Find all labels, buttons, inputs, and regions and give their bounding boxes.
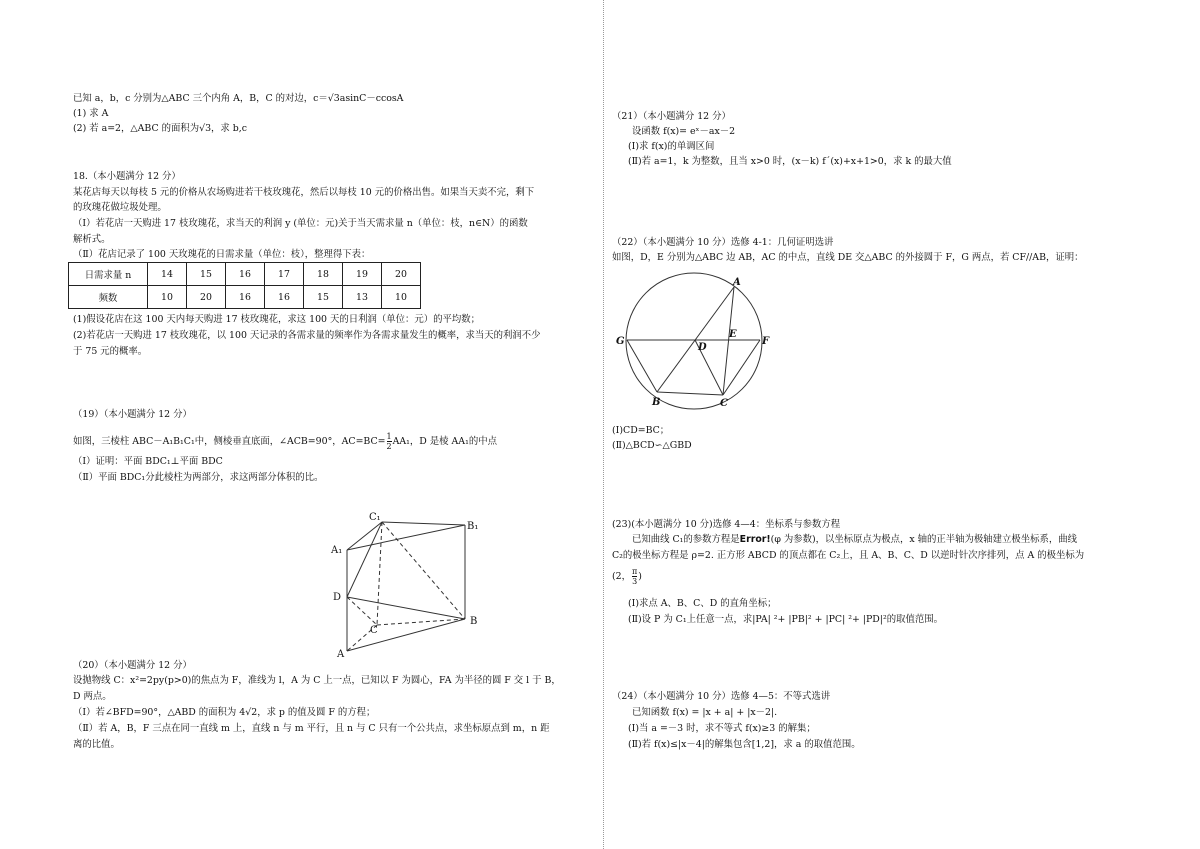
table-cell: 20 <box>187 286 226 309</box>
q18-part2: （Ⅱ）花店记录了 100 天玫瑰花的日需求量（单位：枝），整理得下表： <box>73 249 371 260</box>
fraction <box>387 432 392 451</box>
edge-dc1 <box>347 522 382 597</box>
q22-title: （22）（本小题满分 10 分）选修 4-1：几何证明选讲 <box>612 237 834 248</box>
q21-title: （21）（本小题满分 12 分） <box>612 111 731 122</box>
q18-sub2: (2)若花店一天购进 17 枝玫瑰花，以 100 天记录的各需求量的频率作为各需求量发生的概率，求当天的利润不少 <box>73 330 541 341</box>
q23-line2: C₂的极坐标方程是 ρ=2. 正方形 ABCD 的顶点都在 C₂上，且 A、B、C、D 以逆时针次序排列，点 A 的极坐标为 <box>612 550 1085 561</box>
label-f: F <box>762 336 770 347</box>
table-cell: 13 <box>343 286 382 309</box>
q18-sub1: (1)假设花店在这 100 天内每天购进 17 枝玫瑰花，求这 100 天的日利润（单位：元）的平均数； <box>73 314 481 325</box>
q20-title: （20）（本小题满分 12 分） <box>73 660 192 671</box>
label-d: D <box>333 592 342 603</box>
table-cell: 16 <box>226 263 265 286</box>
error-marker: Error! <box>739 534 771 545</box>
q21-statement: 设函数 f(x)= eˣ－ax－2 <box>632 126 736 137</box>
q23-polar-point <box>612 567 642 586</box>
q22-part2: (Ⅱ)△BCD∽△GBD <box>612 440 692 451</box>
label-a1: A₁ <box>331 545 343 556</box>
table-cell: 16 <box>265 286 304 309</box>
table-row <box>69 263 421 286</box>
label-c: C <box>720 398 728 409</box>
q18-title: 18.（本小题满分 12 分） <box>73 171 181 182</box>
table-header-frequency: 频数 <box>69 286 148 309</box>
q21-part1: (Ⅰ)求 f(x)的单调区间 <box>628 141 715 152</box>
q23-part1: (Ⅰ)求点 A、B、C、D 的直角坐标； <box>628 598 777 609</box>
edge-a1b1 <box>347 525 465 550</box>
q24-part1: (Ⅰ)当 a =－3 时，求不等式 f(x)≥3 的解集； <box>628 723 816 734</box>
q24-title: （24）（本小题满分 10 分）选修 4—5：不等式选讲 <box>612 691 831 702</box>
q23-line1-b: (φ 为参数)，以坐标原点为极点，x 轴的正半轴为极轴建立极坐标系，曲线 <box>770 534 1078 545</box>
q19-part2: （Ⅱ）平面 BDC₁分此棱柱为两部分，求这两部分体积的比。 <box>73 472 324 483</box>
q23-line1 <box>632 533 1077 546</box>
q20-part2-cont: 离的比值。 <box>73 739 120 750</box>
table-cell: 10 <box>382 286 421 309</box>
q19-title: （19）（本小题满分 12 分） <box>73 409 192 420</box>
q19-part1: （Ⅰ）证明：平面 BDC₁⊥平面 BDC <box>73 456 223 467</box>
q20-part2: （Ⅱ）若 A，B，F 三点在同一直线 m 上，直线 n 与 m 平行，且 n 与 C 只有一个公共点，求坐标原点到 m，n 距 <box>73 723 550 734</box>
segment-bc <box>657 392 723 395</box>
q24-part2: (Ⅱ)若 f(x)≤|x－4|的解集包含[1,2]，求 a 的取值范围。 <box>628 739 861 750</box>
table-cell: 20 <box>382 263 421 286</box>
point-suffix: ) <box>638 571 642 582</box>
label-c1: C₁ <box>369 512 381 523</box>
q19-statement-b: AA₁，D 是棱 AA₁的中点 <box>392 436 497 447</box>
q17-part1: (1) 求 A <box>73 108 109 119</box>
demand-frequency-table <box>68 262 421 309</box>
table-cell: 17 <box>265 263 304 286</box>
q21-part2: (Ⅱ)若 a=1，k 为整数，且当 x>0 时，(x－k) f´(x)+x+1>0，求 k 的最大值 <box>628 156 952 167</box>
q23-line1-a: 已知曲线 C₁的参数方程是 <box>632 534 740 545</box>
q18-part1: （Ⅰ）若花店一天购进 17 枝玫瑰花，求当天的利润 y (单位：元)关于当天需求量 n（单位：枝，n∈N）的函数 <box>73 218 528 229</box>
table-cell: 18 <box>304 263 343 286</box>
label-b: B <box>652 397 661 408</box>
table-cell: 19 <box>343 263 382 286</box>
q24-statement: 已知函数 f(x) = |x + a| + |x－2|. <box>632 707 778 718</box>
edge-c1c-hidden <box>377 522 382 625</box>
label-b1: B₁ <box>467 521 479 532</box>
label-a: A <box>337 649 345 660</box>
fraction-denominator: 2 <box>386 442 392 451</box>
label-b: B <box>470 616 478 627</box>
edge-cb-hidden <box>377 619 465 625</box>
edge-dc-hidden <box>347 597 377 625</box>
q20-line1: 设抛物线 C：x²=2py(p>0)的焦点为 F，准线为 l，A 为 C 上一点，已知以 F 为圆心，FA 为半径的圆 F 交 l 于 B， <box>73 675 561 686</box>
segment-cf <box>723 340 760 395</box>
edge-c1b-hidden <box>382 522 465 619</box>
table-cell: 15 <box>187 263 226 286</box>
label-c: C <box>370 625 378 636</box>
q18-line1: 某花店每天以每枝 5 元的价格从农场购进若干枝玫瑰花，然后以每枝 10 元的价格出售。如果当天卖不完，剩下 <box>73 187 535 198</box>
q17-part2: (2) 若 a=2，△ABC 的面积为√3，求 b,c <box>73 123 247 134</box>
column-divider <box>603 0 604 849</box>
segment-ac <box>723 287 734 395</box>
prism-figure <box>325 505 495 660</box>
label-d: D <box>698 342 707 353</box>
fraction <box>632 567 637 586</box>
table-cell: 15 <box>304 286 343 309</box>
edge-db <box>347 597 465 619</box>
q18-line2: 的玫瑰花做垃圾处理。 <box>73 202 167 213</box>
q23-part2: (Ⅱ)设 P 为 C₁上任意一点，求|PA| ²+ |PB|² + |PC| ²+ |PD|²的取值范围。 <box>628 614 943 625</box>
table-row <box>69 286 421 309</box>
q17-statement: 已知 a，b，c 分别为△ABC 三个内角 A，B，C 的对边，c＝√3asinC－ccosA <box>73 93 404 104</box>
table-cell: 10 <box>148 286 187 309</box>
q20-line2: D 两点。 <box>73 691 112 702</box>
label-e: E <box>729 329 737 340</box>
table-cell: 16 <box>226 286 265 309</box>
fraction-numerator: π <box>632 567 638 576</box>
q18-part1-cont: 解析式。 <box>73 234 111 245</box>
q19-statement <box>73 432 497 451</box>
point-prefix: (2， <box>612 571 631 582</box>
q22-statement: 如图，D，E 分别为△ABC 边 AB，AC 的中点，直线 DE 交△ABC 的外接圆于 F，G 两点，若 CF//AB，证明： <box>612 252 1084 263</box>
q20-part1: （Ⅰ）若∠BFD=90°，△ABD 的面积为 4√2，求 p 的值及圆 F 的方程； <box>73 707 376 718</box>
q18-sub2-cont: 于 75 元的概率。 <box>73 346 148 357</box>
q23-title: (23)(本小题满分 10 分)选修 4—4：坐标系与参数方程 <box>612 519 841 530</box>
table-cell: 14 <box>148 263 187 286</box>
q22-part1: (Ⅰ)CD=BC； <box>612 425 670 436</box>
edge-c1b1 <box>382 522 465 525</box>
table-header-demand: 日需求量 n <box>69 263 148 286</box>
fraction-denominator: 3 <box>632 577 638 586</box>
circle-figure <box>612 268 782 416</box>
fraction-numerator: 1 <box>386 432 392 441</box>
q19-statement-a: 如图，三棱柱 ABC－A₁B₁C₁中，侧棱垂直底面，∠ACB=90°，AC=BC= <box>73 436 386 447</box>
label-a: A <box>733 277 741 288</box>
label-g: G <box>616 336 625 347</box>
